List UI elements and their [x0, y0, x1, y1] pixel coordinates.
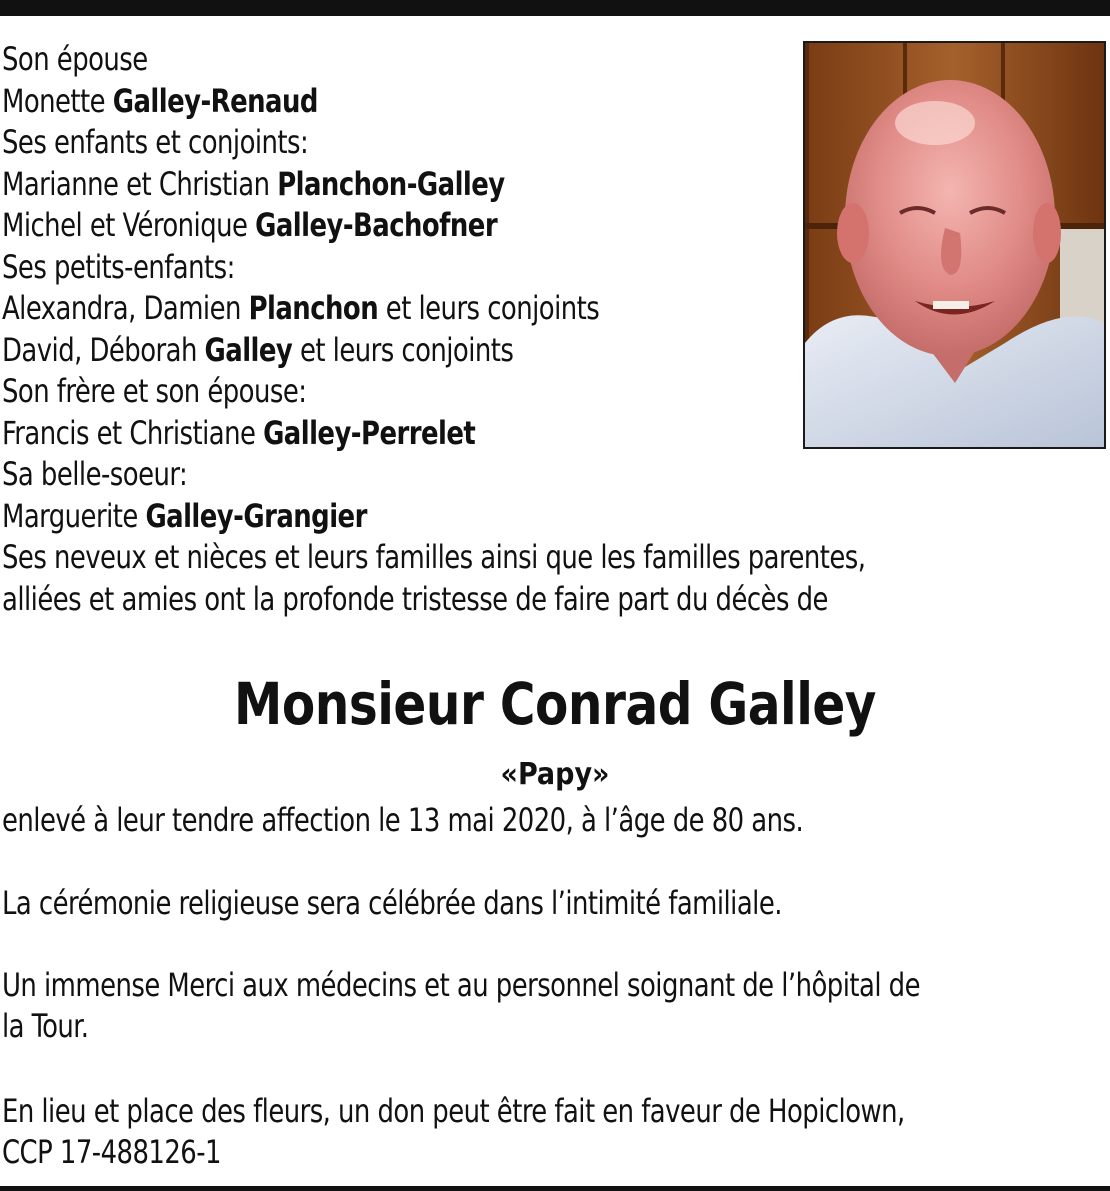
family-line	[2, 579, 992, 621]
family-text: alliées et amies ont la profonde tristesse de faire part du décès de	[2, 579, 828, 618]
family-text: Alexandra, Damien	[2, 289, 249, 327]
family-text: Son épouse	[2, 40, 148, 78]
family-text: Michel et Véronique	[2, 206, 256, 244]
family-text: Ses petits-enfants:	[2, 247, 235, 286]
family-text: Francis et Christiane	[2, 413, 264, 452]
passing-text: enlevé à leur tendre affection le 13 mai 2020, à l’âge de 80 ans.	[2, 801, 804, 839]
ceremony-text: La cérémonie religieuse sera célébrée dans l’intimité familiale.	[2, 884, 782, 922]
thanks-paragraph	[2, 965, 920, 1047]
family-surname: Galley-Bachofner	[255, 206, 498, 244]
donation-line-2: CCP 17-488126-1	[2, 1133, 221, 1171]
family-text: David, Déborah	[2, 330, 205, 369]
thanks-line-1: Un immense Merci aux médecins et au personnel soignant de l’hôpital de	[2, 966, 921, 1004]
deceased-nickname: «Papy»	[500, 757, 610, 792]
family-line	[2, 496, 992, 538]
family-surname: Planchon	[248, 289, 379, 327]
thanks-line-2: la Tour.	[2, 1007, 89, 1045]
family-text: Ses enfants et conjoints:	[2, 123, 309, 161]
portrait-illustration	[805, 43, 1104, 447]
portrait-photo	[803, 41, 1106, 449]
donation-paragraph	[2, 1091, 905, 1173]
family-text: Ses neveux et nièces et leurs familles ainsi que les familles parentes,	[2, 538, 866, 576]
deceased-name: Monsieur Conrad Galley	[234, 670, 876, 738]
family-text: Son frère et son épouse:	[2, 372, 307, 410]
passing-paragraph	[2, 800, 803, 841]
family-line	[2, 537, 992, 579]
family-text: Marguerite	[2, 496, 146, 535]
family-text: Sa belle-soeur:	[2, 455, 188, 493]
family-surname: Galley-Renaud	[112, 81, 318, 120]
ceremony-paragraph	[2, 883, 782, 924]
family-line	[2, 454, 992, 496]
family-text: Monette	[2, 81, 113, 120]
family-surname: Galley	[204, 330, 293, 369]
top-rule	[0, 0, 1110, 16]
family-text: et leurs conjoints	[292, 330, 514, 369]
donation-line-1: En lieu et place des fleurs, un don peut être fait en faveur de Hopiclown,	[2, 1092, 905, 1130]
family-surname: Galley-Perrelet	[263, 413, 476, 452]
bottom-rule	[0, 1186, 1110, 1191]
family-surname: Galley-Grangier	[145, 496, 367, 535]
family-text: Marianne et Christian	[2, 164, 278, 203]
family-surname: Planchon-Galley	[277, 164, 505, 203]
family-text: et leurs conjoints	[378, 289, 600, 327]
